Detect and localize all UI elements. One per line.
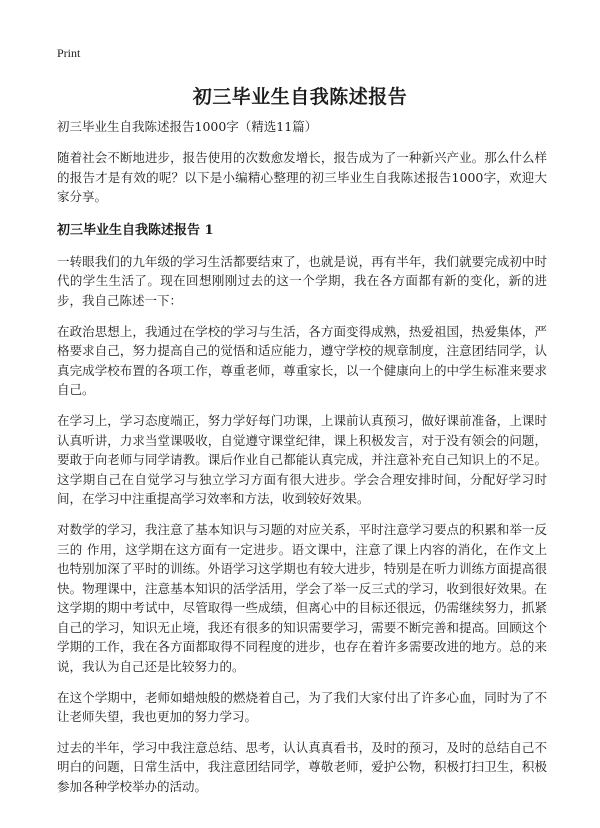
body-paragraph: 对数学的学习，我注意了基本知识与习题的对应关系，平时注意学习要点的积累和举一反三的 作用，这学期在这方面有一定进步。语文课中，注意了课上内容的消化，在作文上也特别加深了平时的训练。外语学习这学期也有较大进步，特别是在听力训练方面提高很快。物理课中，注意基本知识的活学活用，学会了举一反三式的学习，收到很好效果。在这学期的期中考试中，尽管取得一些成绩，但离心中的目标还很远，仍需继续努力，抓紧自己的学习，知识无止境，我还有很多的知识需要学习，需要不断完善和提高。回顾这个学期的工作，我在各方面都取得不同程度的进步，也存在着许多需要改进的地方。总的来说，我认为自己还是比较努力的。 — [57, 521, 547, 675]
body-paragraph: 在政治思想上，我通过在学校的学习与生活，各方面变得成熟，热爱祖国，热爱集体，严格要求自己，努力提高自己的觉悟和适应能力，遵守学校的规章制度，注意团结同学，认真完成学校布置的各项工作，尊重老师，尊重家长，以一个健康向上的中学生标准来要求自己。 — [57, 323, 547, 398]
page-title: 初三毕业生自我陈述报告 — [192, 86, 408, 108]
body-paragraph: 在这个学期中，老师如蜡烛般的燃烧着自己，为了我们大家付出了许多心血，同时为了不让老师失望，我也更加的努力学习。 — [57, 689, 547, 725]
body-paragraph: 过去的半年，学习中我注意总结、思考，认认真真看书，及时的预习，及时的总结自己不明白的问题，日常生活中，我注意团结同学，尊敬老师，爱护公物，积极打扫卫生，积极参加各种学校举办的活动。 — [57, 739, 547, 795]
intro-paragraph: 随着社会不断地进步，报告使用的次数愈发增长，报告成为了一种新兴产业。那么什么样的报告才是有效的呢？以下是小编精心整理的初三毕业生自我陈述报告1000字，欢迎大家分享。 — [57, 150, 547, 205]
print-label: Print — [57, 46, 81, 60]
section-heading: 初三毕业生自我陈述报告 1 — [57, 222, 214, 238]
document-body — [57, 118, 547, 808]
body-paragraph: 在学习上，学习态度端正，努力学好每门功课，上课前认真预习，做好课前准备，上课时认真听讲，力求当堂课吸收，自觉遵守课堂纪律，课上积极发言，对于没有领会的问题，要敢于向老师与同学请教。课后作业自己都能认真完成，并注意补充自己知识上的不足。这学期自己在自觉学习与独立学习方面有很大进步。学会合理安排时间，分配好学习时间，在学习中注重提高学习效率和方法，收到较好效果。 — [57, 412, 547, 507]
body-paragraph: 一转眼我们的九年级的学习生活都要结束了，也就是说，再有半年，我们就要完成初中时代的学生生活了。现在回想刚刚过去的这一个学期，我在各方面都有新的变化，新的进步，我自己陈述一下： — [57, 253, 547, 308]
document-subtitle: 初三毕业生自我陈述报告1000字（精选11篇） — [57, 119, 318, 134]
